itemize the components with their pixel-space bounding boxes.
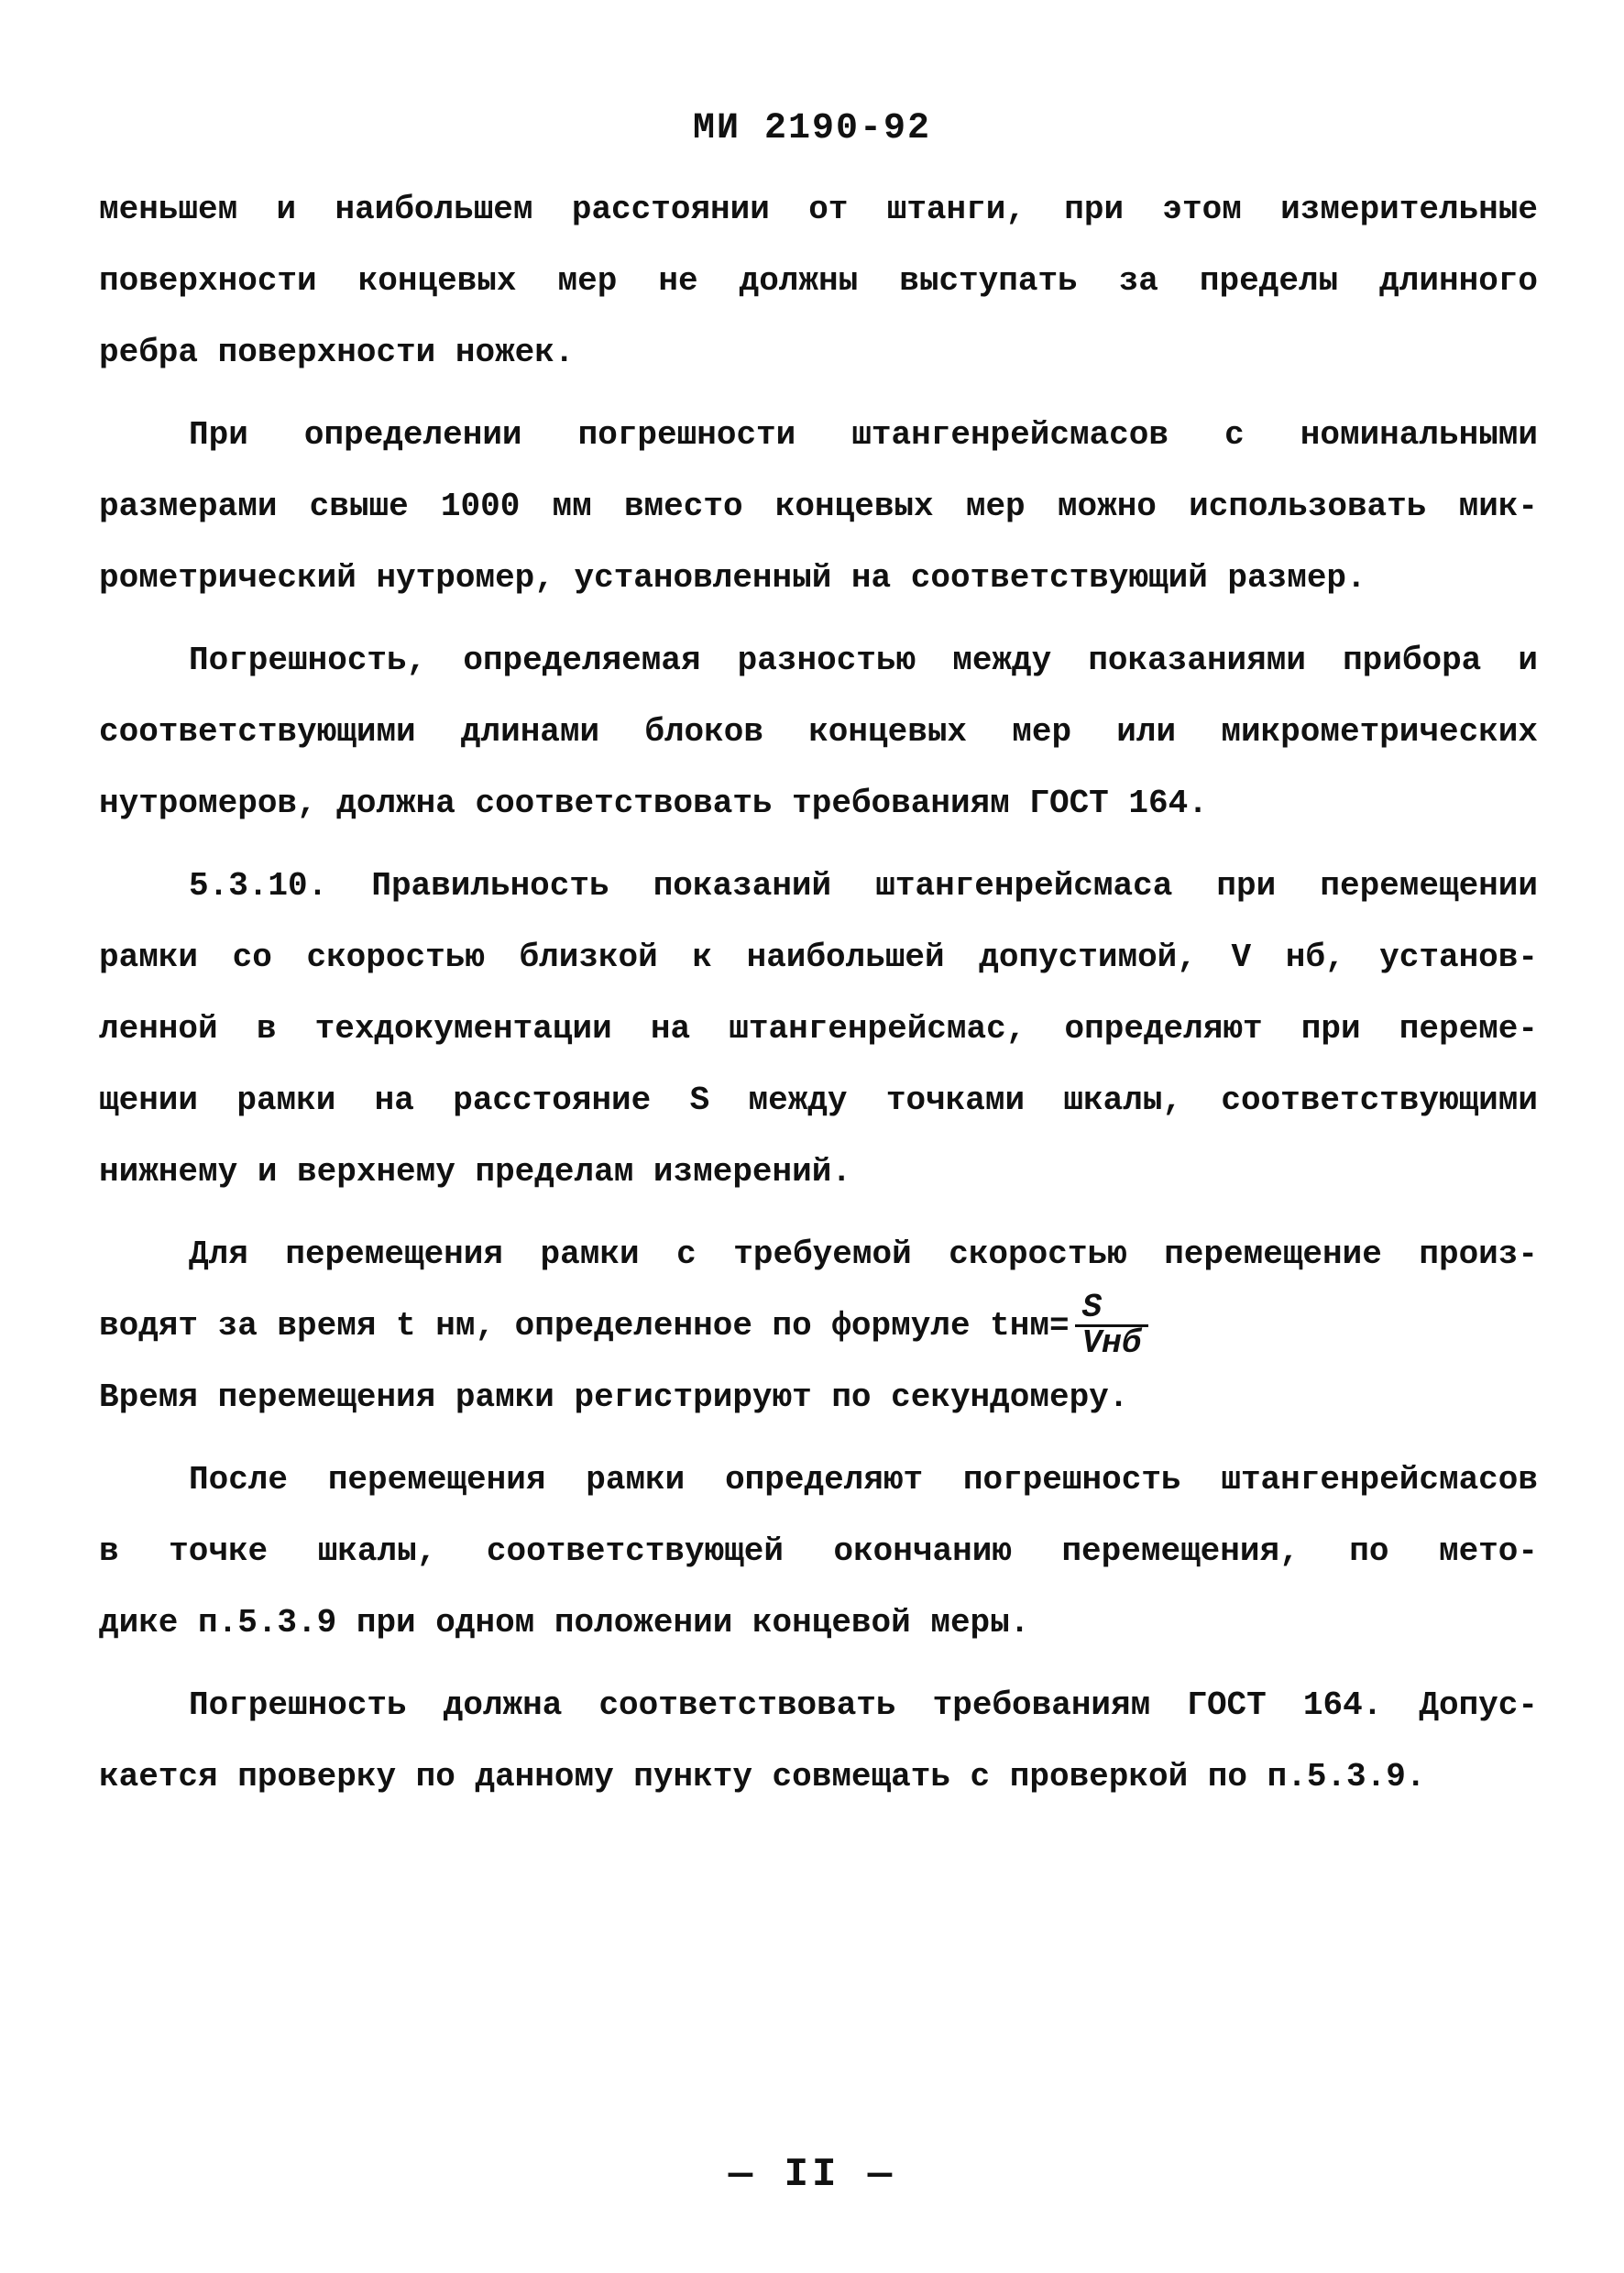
document-header: МИ 2190-92 [692,108,932,149]
text-line: водят за время t нм, определенное по формуле tнм= [99,1307,1070,1345]
text-line: соответствующими длинами блоков концевых мер или микрометрических [99,713,1538,751]
text-line: нутромеров, должна соответствовать требованиям ГОСТ 164. [99,785,1208,822]
paragraph-2 [99,400,1538,614]
text-line: поверхности концевых мер не должны выступать за пределы длинного [99,262,1538,300]
paragraph-4 [99,851,1538,1208]
paragraph-5 [99,1219,1538,1433]
formula-fraction [1075,1288,1149,1362]
paragraph-6 [99,1444,1538,1659]
paragraph-1 [99,174,1538,389]
text-line: Погрешность должна соответствовать требованиям ГОСТ 164. Допус- [189,1686,1538,1724]
text-line: При определении погрешности штангенрейсмасов с номинальными [189,416,1538,454]
text-line: в точке шкалы, соответствующей окончанию перемещения, по мето- [99,1532,1538,1570]
text-line: Время перемещения рамки регистрируют по секундомеру. [99,1378,1129,1416]
text-line: Для перемещения рамки с требуемой скоростью перемещение произ- [189,1235,1538,1273]
text-line: дике п.5.3.9 при одном положении концевой меры. [99,1604,1030,1642]
formula-denominator: Vнб [1081,1323,1142,1362]
text-line: 5.3.10. Правильность показаний штангенрейсмаса при перемещении [189,867,1538,905]
formula-numerator: S [1075,1291,1149,1327]
text-line: ребра поверхности ножек. [99,334,575,371]
paragraph-3 [99,625,1538,840]
text-line: рамки со скоростью близкой к наибольшей допустимой, V нб, установ- [99,939,1538,976]
text-line: размерами свыше 1000 мм вместо концевых мер можно использовать мик- [99,488,1538,525]
page-number: — II — [728,2152,896,2198]
text-line: После перемещения рамки определяют погрешность штангенрейсмасов [189,1461,1538,1499]
paragraph-7 [99,1670,1538,1813]
text-line: рометрический нутромер, установленный на соответствующий размер. [99,559,1366,597]
text-line: ленной в техдокументации на штангенрейсмас, определяют при переме- [99,1010,1538,1048]
text-line: кается проверку по данному пункту совмещать с проверкой по п.5.3.9. [99,1758,1426,1795]
formula-line [99,1290,1538,1362]
text-line: меньшем и наибольшем расстоянии от штанги, при этом измерительные [99,191,1538,228]
text-line: Погрешность, определяемая разностью между показаниями прибора и [189,642,1538,679]
text-line: щении рамки на расстояние S между точками шкалы, соответствующими [99,1082,1538,1119]
document-body [99,174,1538,1813]
text-line: нижнему и верхнему пределам измерений. [99,1153,851,1191]
